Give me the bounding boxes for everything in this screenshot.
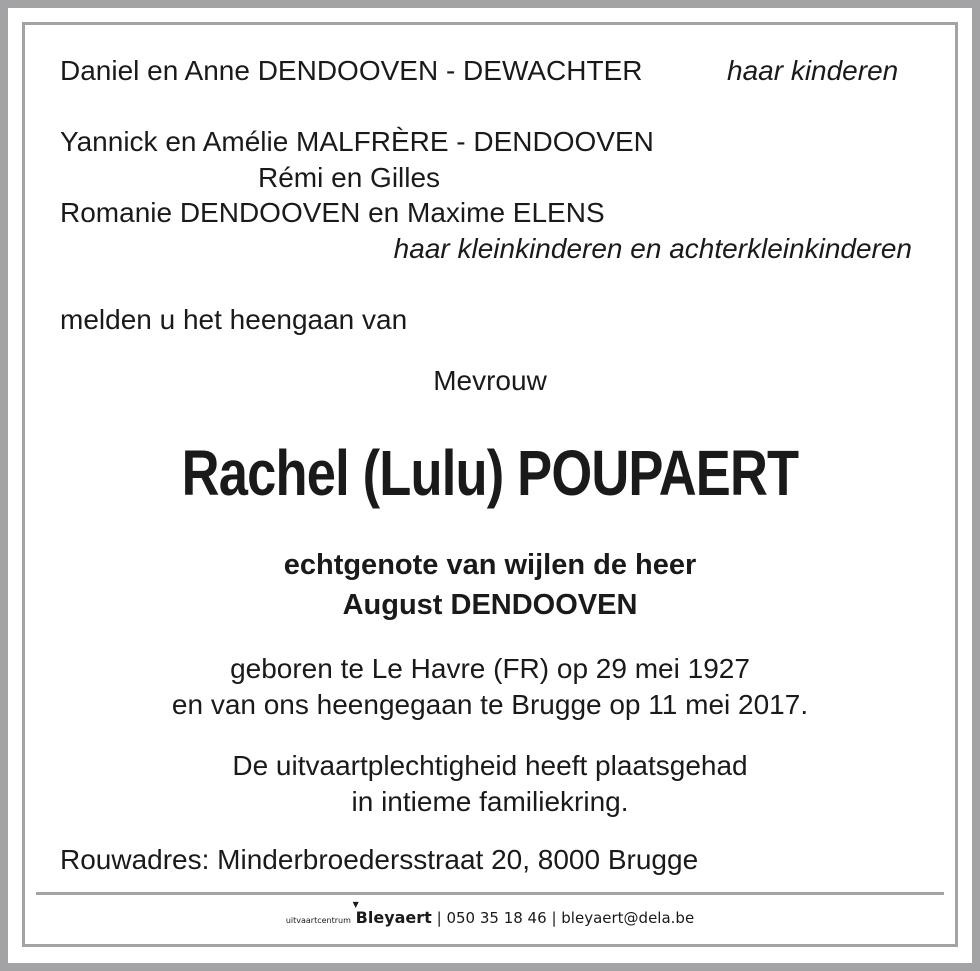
family-line-2: Yannick en Amélie MALFRÈRE - DENDOOVEN — [60, 126, 654, 157]
footer-brand: ▼ Bleyaert — [352, 900, 432, 927]
death-info: en van ons heengegaan te Brugge op 11 mei 2017. — [171, 689, 809, 720]
family-line-1: Daniel en Anne DENDOOVEN - DEWACHTER — [60, 55, 643, 86]
family-role-grandchildren: haar kleinkinderen en achterkleinkinderen — [393, 233, 912, 264]
spouse-line-2: August DENDOOVEN — [342, 589, 638, 621]
address: Rouwadres: Minderbroedersstraat 20, 8000 Brugge — [60, 844, 699, 875]
family-role-children: haar kinderen — [727, 55, 899, 86]
footer — [0, 900, 980, 927]
family-line-3: Rémi en Gilles — [258, 162, 441, 193]
footer-prefix: uitvaartcentrum — [285, 916, 351, 925]
announce-text: melden u het heengaan van — [60, 304, 408, 335]
footer-phone: 050 35 18 46 — [446, 909, 547, 927]
footer-divider — [36, 892, 944, 895]
deceased-name: Rachel (Lulu) POUPAERT — [181, 437, 799, 509]
footer-sep: | — [551, 909, 557, 927]
footer-email: bleyaert@dela.be — [561, 909, 695, 927]
funeral-line-2: in intieme familiekring. — [351, 786, 629, 817]
honorific: Mevrouw — [433, 365, 547, 396]
spouse-line-1: echtgenote van wijlen de heer — [283, 549, 697, 581]
birth-info: geboren te Le Havre (FR) op 29 mei 1927 — [230, 653, 750, 684]
footer-sep: | — [436, 909, 442, 927]
triangle-logo-icon: ▼ — [352, 900, 359, 909]
funeral-line-1: De uitvaartplechtigheid heeft plaatsgehad — [232, 750, 748, 781]
family-line-4: Romanie DENDOOVEN en Maxime ELENS — [60, 197, 605, 228]
